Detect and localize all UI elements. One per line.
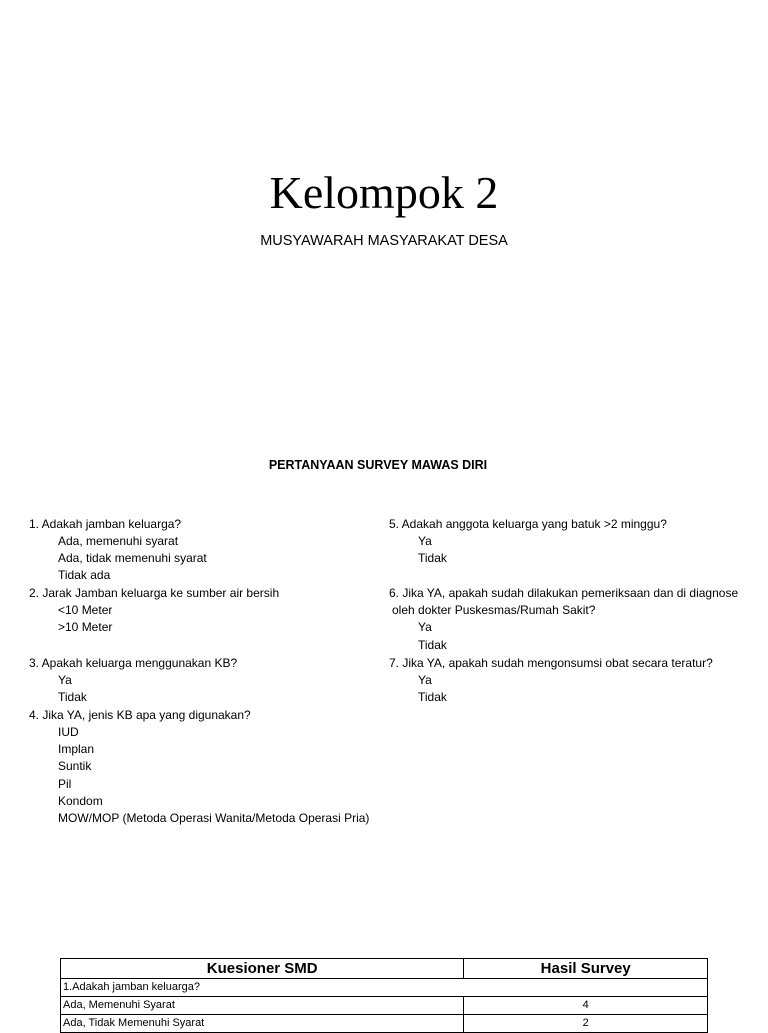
question-6-continued: oleh dokter Puskesmas/Rumah Sakit? xyxy=(392,603,596,617)
question-3: 3. Apakah keluarga menggunakan KB? xyxy=(29,656,238,670)
option-item: Ada, tidak memenuhi syarat xyxy=(58,551,207,565)
table-header-row xyxy=(61,959,708,979)
option-item: Kondom xyxy=(58,794,103,808)
count-cell: 4 xyxy=(464,997,708,1015)
option-item: MOW/MOP (Metoda Operasi Wanita/Metoda Operasi Pria) xyxy=(58,811,370,825)
option-item: Implan xyxy=(58,742,95,756)
slide-title: Kelompok 2 xyxy=(269,167,499,218)
option-item: Tidak xyxy=(418,638,447,652)
question-4: 4. Jika YA, jenis KB apa yang digunakan? xyxy=(29,708,251,722)
question-6: 6. Jika YA, apakah sudah dilakukan pemeriksaan dan di diagnose xyxy=(389,586,739,600)
question-cell: 1.Adakah jamban keluarga? xyxy=(61,979,708,997)
option-item: Ada, memenuhi syarat xyxy=(58,534,179,548)
option-item: Ya xyxy=(58,673,72,687)
option-item: <10 Meter xyxy=(58,603,113,617)
question-5: 5. Adakah anggota keluarga yang batuk >2 minggu? xyxy=(389,517,667,531)
option-cell: Ada, Memenuhi Syarat xyxy=(61,997,464,1015)
question-1: 1. Adakah jamban keluarga? xyxy=(29,517,182,531)
option-item: IUD xyxy=(58,725,79,739)
column-header-kuesioner: Kuesioner SMD xyxy=(61,959,464,979)
option-item: Tidak ada xyxy=(58,568,111,582)
option-item: Tidak xyxy=(58,690,87,704)
option-cell: Ada, Tidak Memenuhi Syarat xyxy=(61,1015,464,1033)
option-item: Ya xyxy=(418,534,432,548)
option-item: Tidak xyxy=(418,690,447,704)
option-item: Pil xyxy=(58,777,72,791)
option-item: >10 Meter xyxy=(58,620,113,634)
option-item: Ya xyxy=(418,673,432,687)
question-2: 2. Jarak Jamban keluarga ke sumber air bersih xyxy=(29,586,280,600)
table-row xyxy=(61,997,708,1015)
survey-heading: PERTANYAAN SURVEY MAWAS DIRI xyxy=(268,458,488,472)
table-row xyxy=(61,979,708,997)
option-item: Ya xyxy=(418,620,432,634)
column-header-hasil: Hasil Survey xyxy=(464,959,708,979)
survey-results-table xyxy=(60,958,708,1033)
slide-subtitle: MUSYAWARAH MASYARAKAT DESA xyxy=(260,233,508,249)
question-7: 7. Jika YA, apakah sudah mengonsumsi obat secara teratur? xyxy=(389,656,713,670)
option-item: Suntik xyxy=(58,759,92,773)
count-cell: 2 xyxy=(464,1015,708,1033)
option-item: Tidak xyxy=(418,551,447,565)
